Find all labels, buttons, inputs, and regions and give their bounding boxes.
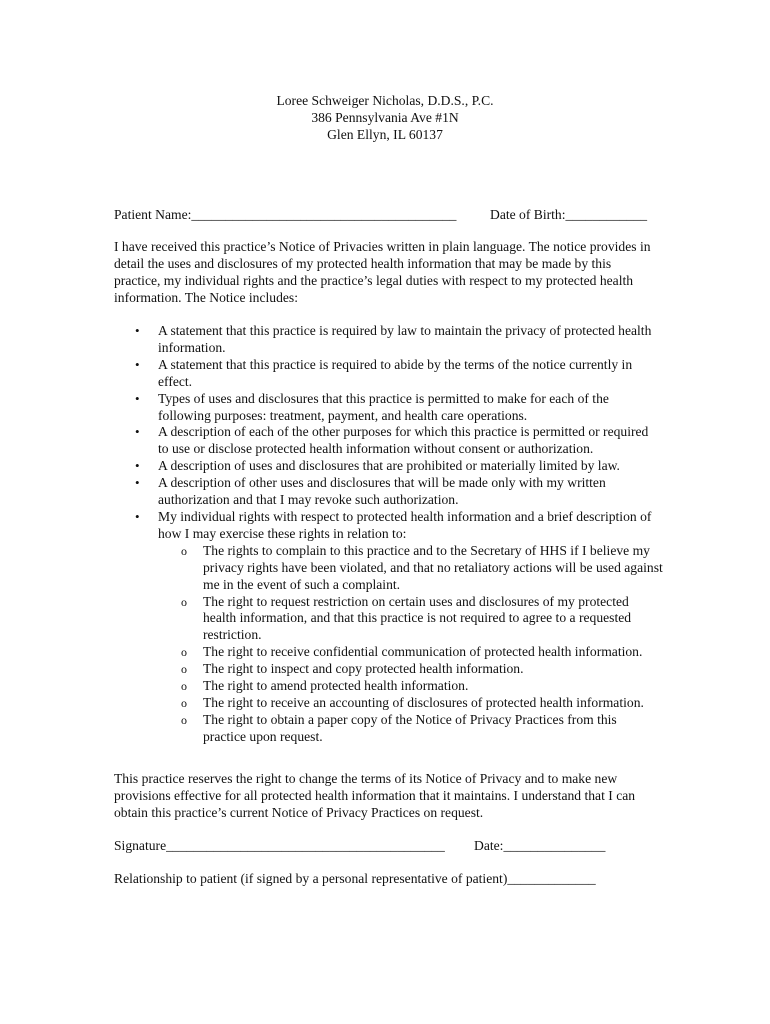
bullet-icon: • [135,390,140,406]
list-item: • A statement that this practice is required to abide by the terms of the notice currently in effect. [135,356,633,389]
sub-list-item: o The right to request restriction on certain uses and disclosures of my protected health information, and that this practice is not required to agree to a requested restriction. [181,593,632,643]
sub-list-item: o The right to amend protected health information. [181,678,469,694]
list-item: • A description of uses and disclosures that are prohibited or materially limited by law. [135,458,620,474]
circle-bullet-icon: o [181,679,187,694]
circle-bullet-icon: o [181,594,187,609]
sub-list-item: o The rights to complain to this practice and to the Secretary of HHS if I believe my privacy rights have been violated, and that no retaliatory actions will be used against me in the event of such a complaint. [181,542,663,592]
bullet-icon: • [135,323,140,338]
signature-field[interactable]: Signature_________________________________________ [114,838,445,853]
relationship-field[interactable]: Relationship to patient (if signed by a personal representative of patient)_____________ [114,871,596,886]
list-item: • A statement that this practice is required by law to maintain the privacy of protected health information. [135,323,652,355]
sub-list-item: o The right to obtain a paper copy of the Notice of Privacy Practices from this practice upon request. [181,711,617,744]
circle-bullet-icon: o [181,662,187,677]
date-of-birth-field[interactable]: Date of Birth:____________ [490,207,648,222]
bullet-icon: • [135,356,140,372]
list-item: • Types of uses and disclosures that this practice is permitted to make for each of the following purposes: treatment, payment, and health care operations. [135,390,609,423]
circle-bullet-icon: o [181,712,187,727]
intro-paragraph: I have received this practice’s Notice of Privacies written in plain language. The notice provides in detail the uses and disclosures of my protected health information that may be made by this practice, my individual rights and the practice’s legal duties with respect to my protected health information. The Notice includes: [114,239,651,305]
circle-bullet-icon: o [181,645,187,660]
signature-date-field[interactable]: Date:_______________ [474,838,606,853]
practice-name: Loree Schweiger Nicholas, D.D.S., P.C. [276,93,494,108]
list-item: • A description of other uses and disclosures that will be made only with my written authorization and that I may revoke such authorization. [135,475,606,508]
bullet-icon: • [135,475,140,491]
closing-paragraph: This practice reserves the right to change the terms of its Notice of Privacy and to make new provisions effective for all protected health information that it maintains. I understand that I can obtain this practice’s current Notice of Privacy Practices on request. [114,771,636,820]
list-item: • My individual rights with respect to protected health information and a brief description of how I may exercise these rights in relation to: o The rights to complain to this practice and to the Secretary of HHS if I believe my privacy rights have been violated, and that no retaliatory actions will be used against me in the event of such a complaint. o The right to request restriction on certain uses and disclosures of my protected health information, and that this practice is not required to agree to a requested restriction. o The right to receive confidential communication of protected health information. o The right to inspect and copy protected health information. o The right to amend protected health information. o The right to receive an accounting of disclosures of protected health information. o The right to obtain a paper copy of the Notice of Privacy Practices from this practice upon request. [135,508,663,744]
list-item: • A description of each of the other purposes for which this practice is permitted or required to use or disclose protected health information without consent or authorization. [135,424,649,457]
practice-street: 386 Pennsylvania Ave #1N [311,110,459,125]
circle-bullet-icon: o [181,543,187,558]
patient-name-field[interactable]: Patient Name:_______________________________________ [114,207,457,222]
practice-city: Glen Ellyn, IL 60137 [327,127,443,142]
notice-includes-list [114,323,674,746]
sub-list-item: o The right to inspect and copy protected health information. [181,661,524,677]
sub-list-item: o The right to receive an accounting of disclosures of protected health information. [181,694,644,710]
bullet-icon: • [135,458,140,474]
sub-list-item: o The right to receive confidential communication of protected health information. [181,644,643,660]
individual-rights-list [158,542,663,746]
bullet-icon: • [135,508,140,524]
practice-header [0,93,770,144]
circle-bullet-icon: o [181,695,187,710]
patient-info-line [114,207,674,224]
bullet-icon: • [135,424,140,440]
